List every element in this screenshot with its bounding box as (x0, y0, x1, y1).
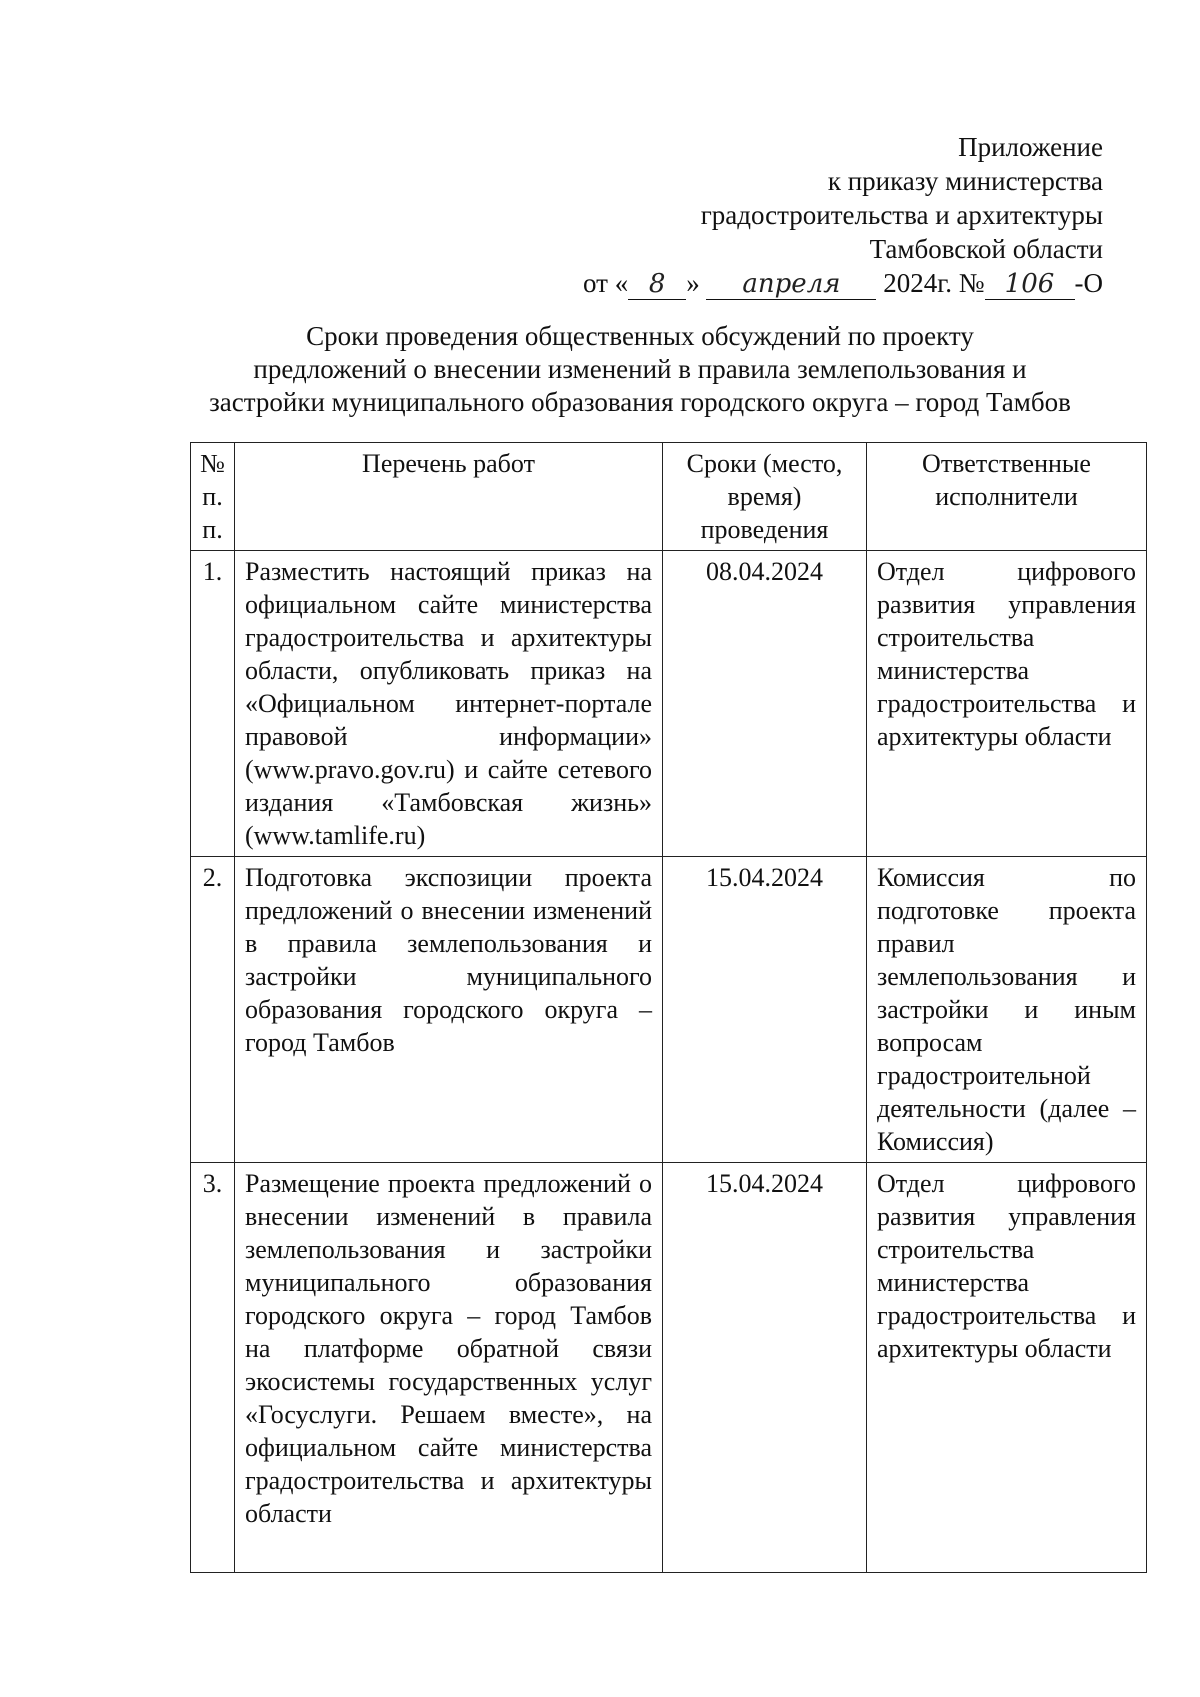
row-date: 15.04.2024 (663, 1163, 867, 1573)
appendix-label: Приложение (958, 132, 1103, 162)
table-row (191, 1163, 1147, 1573)
order-number-handwritten: 106 (985, 269, 1075, 300)
appendix-ministry: градостроительства и архитектуры (700, 200, 1103, 230)
row-num: 2. (191, 857, 235, 1163)
row-num: 1. (191, 551, 235, 857)
document-title (190, 320, 1090, 419)
header-dates: Сроки (место, время) проведения (663, 443, 867, 551)
row-work: Подготовка экспозиции проекта предложений о внесении изменений в правила землепользования и застройки муниципального образования городского округа – город Тамбов (235, 857, 663, 1163)
table-row (191, 857, 1147, 1163)
appendix-order-ref: к приказу министерства (827, 166, 1103, 196)
table-row (191, 551, 1147, 857)
row-date: 08.04.2024 (663, 551, 867, 857)
order-prefix: от « (583, 268, 629, 298)
row-responsible: Комиссия по подготовке проекта правил землепользования и застройки и иным вопросам градостроительной деятельности (далее – Комиссия) (867, 857, 1147, 1163)
order-day-handwritten: 8 (628, 269, 686, 300)
row-responsible: Отдел цифрового развития управления строительства министерства градостроительства и архитектуры области (867, 1163, 1147, 1573)
appendix-region: Тамбовской области (869, 234, 1103, 264)
table-header-row (191, 443, 1147, 551)
row-work: Размещение проекта предложений о внесении изменений в правила землепользования и застройки муниципального образования городского округа – город Тамбов на платформе обратной связи экосистемы государственных услуг «Госуслуги. Решаем вместе», на официальном сайте министерства градостроительства и архитектуры области (235, 1163, 663, 1573)
order-suffix: -О (1074, 268, 1103, 298)
works-table (190, 442, 1147, 1573)
order-date-line (583, 266, 1103, 300)
appendix-header (583, 130, 1103, 300)
title-line-3: застройки муниципального образования городского округа – город Тамбов (209, 387, 1071, 417)
order-mid: » (686, 268, 700, 298)
row-date: 15.04.2024 (663, 857, 867, 1163)
header-responsible: Ответственные исполнители (867, 443, 1147, 551)
row-num: 3. (191, 1163, 235, 1573)
row-work: Разместить настоящий приказ на официальном сайте министерства градостроительства и архитектуры области, опубликовать приказ на «Официальном интернет-портале правовой информации» (www.pravo.gov.ru) и сайте сетевого издания «Тамбовская жизнь» (www.tamlife.ru) (235, 551, 663, 857)
header-works: Перечень работ (235, 443, 663, 551)
order-month-handwritten: апреля (706, 269, 876, 300)
order-year: 2024г. № (883, 268, 985, 298)
title-line-2: предложений о внесении изменений в правила землепользования и (253, 354, 1027, 384)
title-line-1: Сроки проведения общественных обсуждений по проекту (306, 321, 974, 351)
header-num: № п. п. (191, 443, 235, 551)
row-responsible: Отдел цифрового развития управления строительства министерства градостроительства и архитектуры области (867, 551, 1147, 857)
